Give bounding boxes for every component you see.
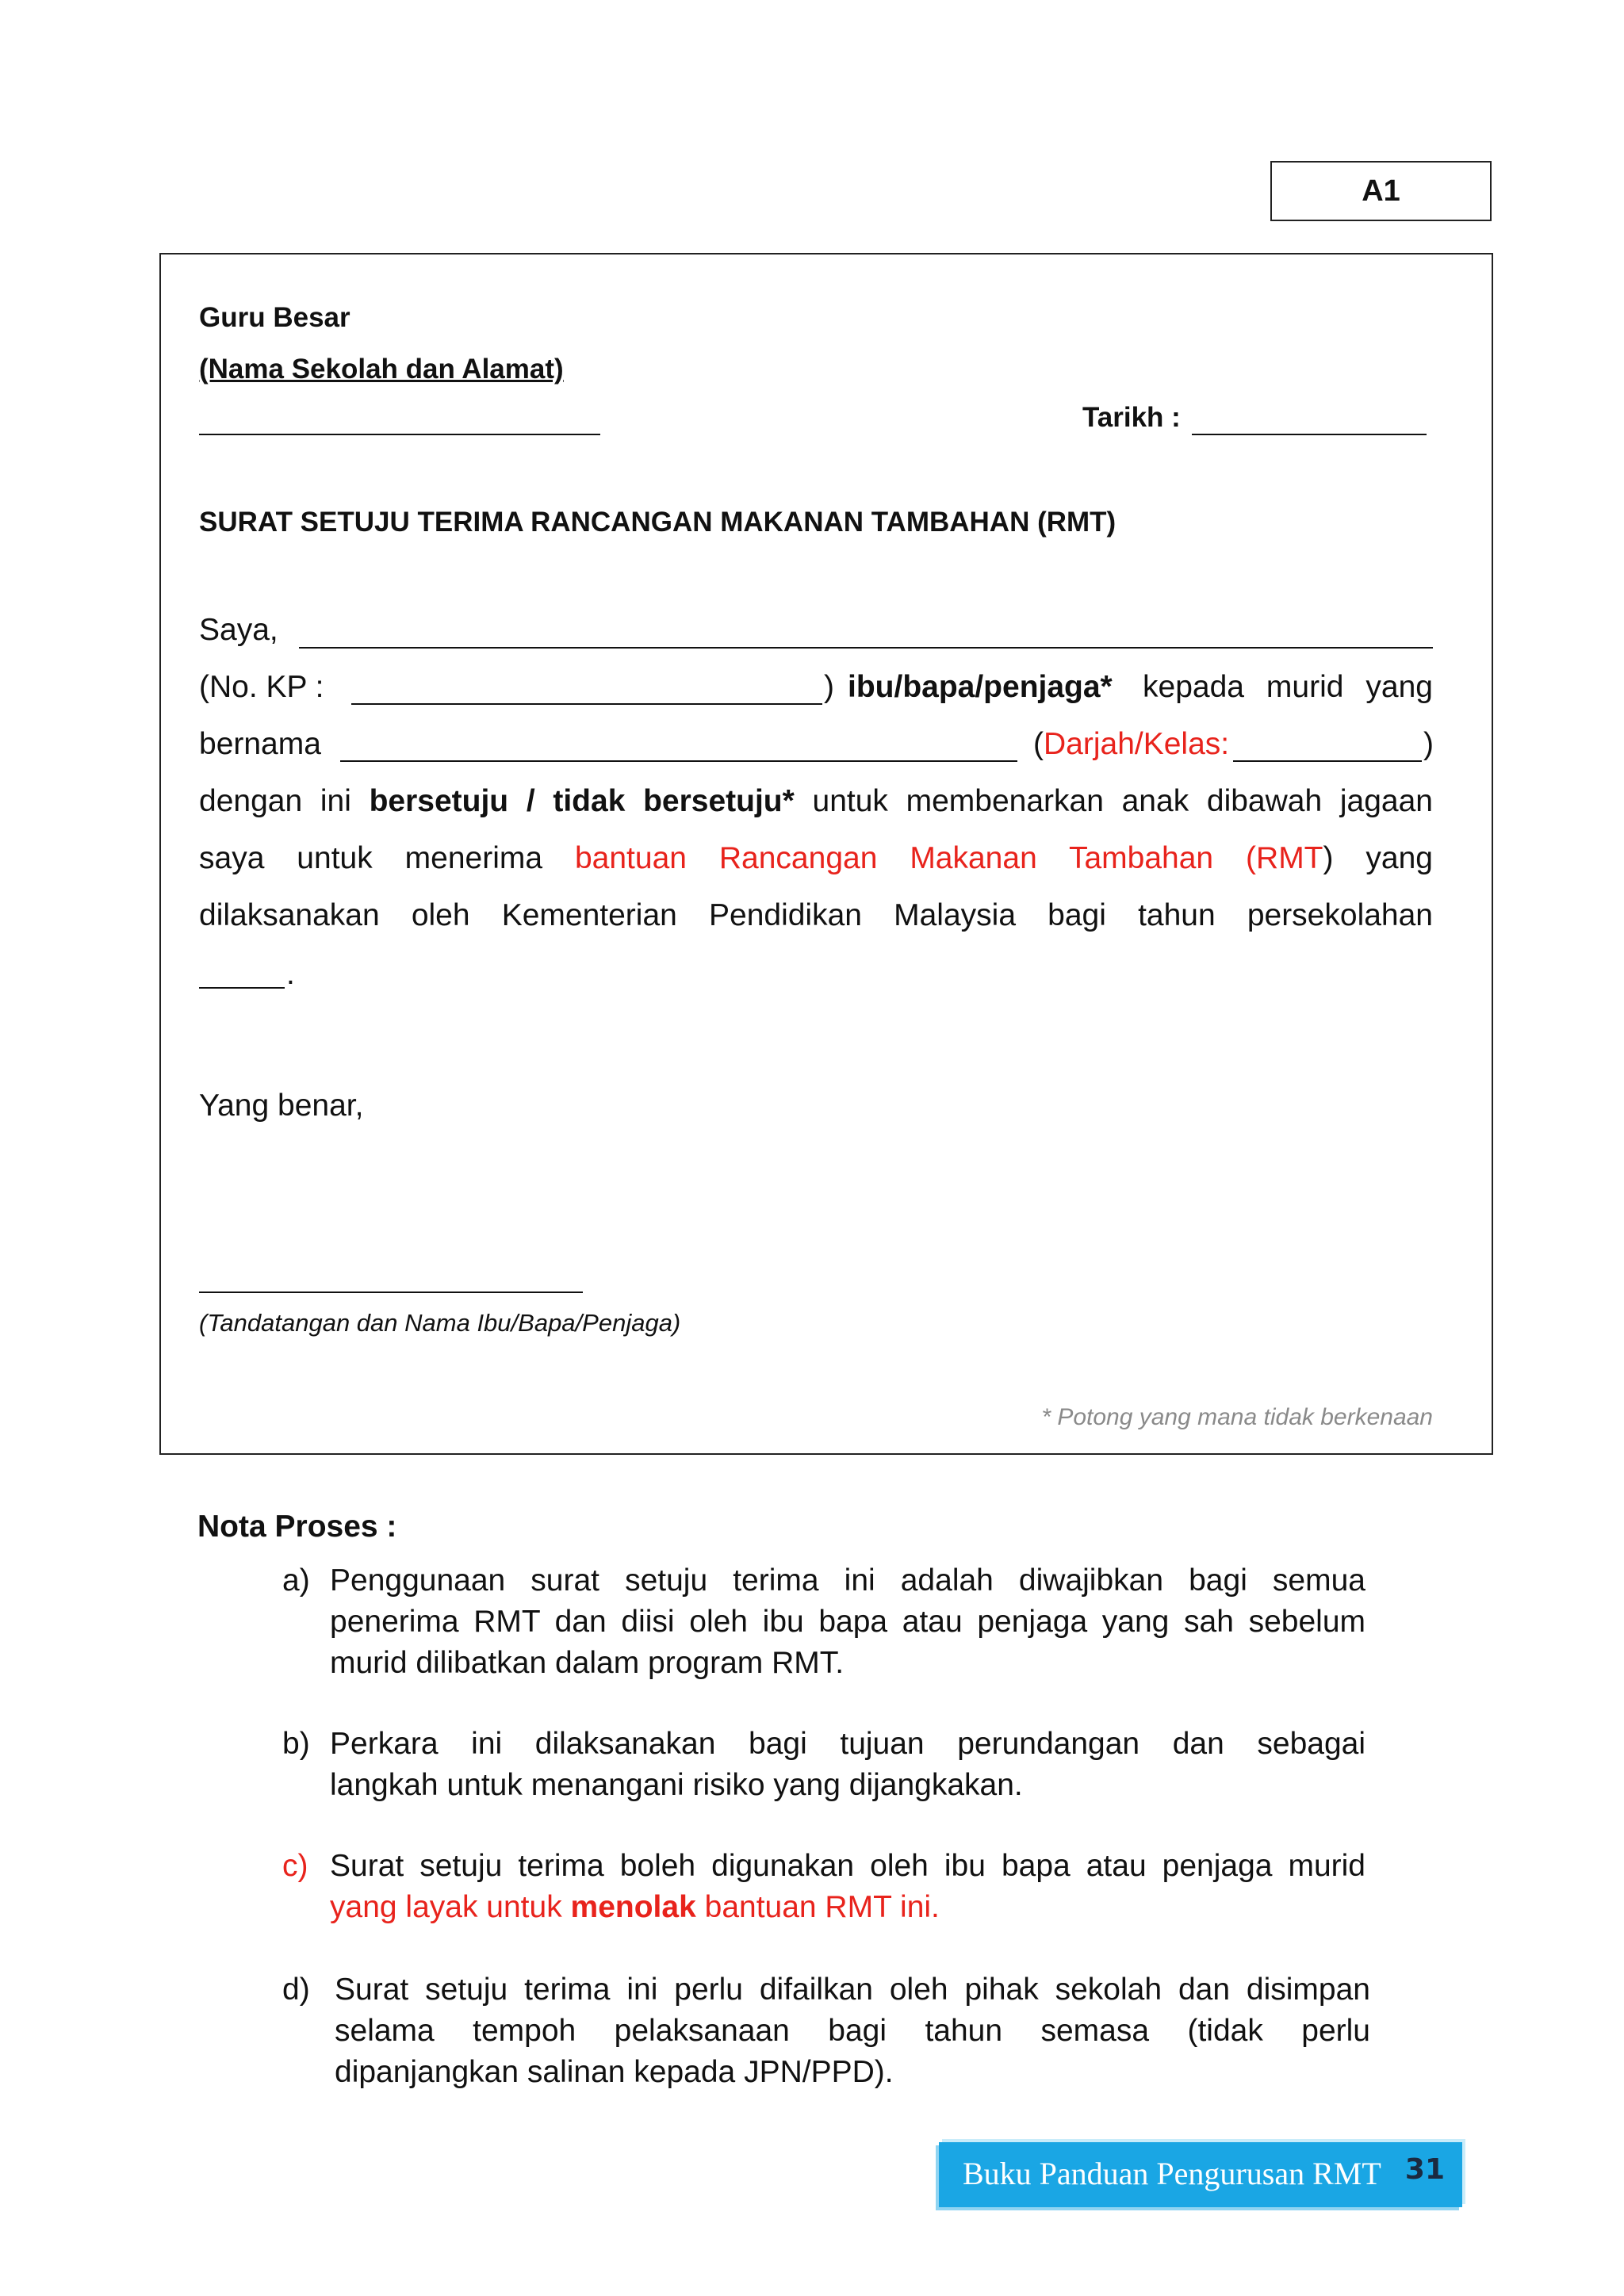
page-number: 31: [1404, 2153, 1445, 2186]
recipient-title: Guru Besar: [199, 302, 350, 333]
class-close-paren: ): [1423, 727, 1434, 761]
assistance-intro: saya untuk menerima: [199, 841, 543, 875]
consent-intro: dengan ini: [199, 784, 351, 818]
signature-label: (Tandatangan dan Nama Ibu/Bapa/Penjaga): [199, 1309, 681, 1337]
note-d-line: selama tempoh pelaksanaan bagi tahun semasa (tidak perlu: [335, 2014, 1370, 2048]
note-c-line-2-start: yang layak untuk: [330, 1890, 562, 1924]
note-b-line: langkah untuk menangani risiko yang dijangkakan.: [330, 1768, 1023, 1802]
note-a-text: [330, 1560, 1365, 1684]
saya-label: Saya,: [199, 613, 278, 647]
bernama-label: bernama: [199, 727, 321, 761]
note-a: [282, 1560, 1365, 1687]
consent-letter-frame: [159, 253, 1493, 1455]
consent-line: [199, 784, 1433, 819]
assistance-program-name: bantuan Rancangan Makanan Tambahan (RMT: [574, 841, 1323, 875]
note-d-line: dipanjangkan salinan kepada JPN/PPD).: [335, 2055, 894, 2089]
note-b-label: b): [282, 1727, 310, 1761]
note-b-line: Perkara ini dilaksanakan bagi tujuan perundangan dan sebagai: [330, 1727, 1365, 1761]
note-c: [282, 1846, 1365, 1933]
consent-options: bersetuju / tidak bersetuju*: [369, 784, 795, 818]
note-a-line: penerima RMT dan diisi oleh ibu bapa atau penjaga yang sah sebelum: [330, 1605, 1365, 1639]
footer-banner: [939, 2142, 1462, 2207]
class-blank-line: [1233, 760, 1422, 762]
assistance-suffix: ) yang: [1323, 841, 1433, 875]
date-label: Tarikh :: [1082, 402, 1181, 433]
note-c-text: [330, 1846, 1365, 1928]
no-kp-label: (No. KP :: [199, 670, 324, 704]
note-d-line: Surat setuju terima ini perlu difailkan oleh pihak sekolah dan disimpan: [335, 1973, 1370, 2007]
school-year-blank-line: [199, 987, 285, 989]
year-period: .: [286, 957, 295, 991]
note-c-line-1: Surat setuju terima boleh digunakan oleh ibu bapa atau penjaga murid: [330, 1849, 1365, 1883]
note-c-line-2: [330, 1887, 1365, 1928]
to-student-text: kepada murid yang: [1143, 670, 1433, 704]
note-c-line-2-end: bantuan RMT ini.: [704, 1890, 940, 1924]
letter-subject: SURAT SETUJU TERIMA RANCANGAN MAKANAN TAMBAHAN (RMT): [199, 507, 1116, 538]
ic-number-blank-line: [351, 703, 822, 705]
note-a-label: a): [282, 1563, 310, 1598]
closing-text: Yang benar,: [199, 1089, 364, 1123]
address-blank-line: [199, 434, 600, 435]
class-open-paren: (: [1033, 727, 1044, 761]
consent-purpose: untuk membenarkan anak dibawah jagaan: [812, 784, 1433, 818]
note-d-text: [335, 1969, 1370, 2093]
notes-title: Nota Proses :: [197, 1510, 397, 1544]
student-name-blank-line: [340, 760, 1017, 762]
note-d: [282, 1969, 1370, 2096]
note-c-label: c): [282, 1849, 308, 1883]
note-a-line: murid dilibatkan dalam program RMT.: [330, 1646, 845, 1680]
note-d-label: d): [282, 1973, 310, 2007]
name-blank-line: [299, 647, 1433, 649]
footnote-text: * Potong yang mana tidak berkenaan: [1041, 1404, 1433, 1430]
note-b: [282, 1724, 1365, 1811]
note-b-text: [330, 1724, 1365, 1806]
form-code-box: A1: [1270, 161, 1492, 221]
note-c-reject-word: menolak: [570, 1890, 696, 1924]
date-blank-line: [1192, 434, 1427, 435]
parent-role-text: ibu/bapa/penjaga*: [848, 670, 1113, 704]
assistance-line: [199, 841, 1433, 876]
footer-book-title: Buku Panduan Pengurusan RMT: [963, 2156, 1381, 2191]
note-a-line: Penggunaan surat setuju terima ini adalah diwajibkan bagi semua: [330, 1563, 1365, 1598]
no-kp-close: ): [824, 670, 834, 704]
recipient-address-placeholder: (Nama Sekolah dan Alamat): [199, 354, 564, 385]
class-label: Darjah/Kelas:: [1044, 727, 1230, 761]
signature-blank-line: [199, 1292, 583, 1293]
ministry-line: dilaksanakan oleh Kementerian Pendidikan Malaysia bagi tahun persekolahan: [199, 898, 1433, 932]
